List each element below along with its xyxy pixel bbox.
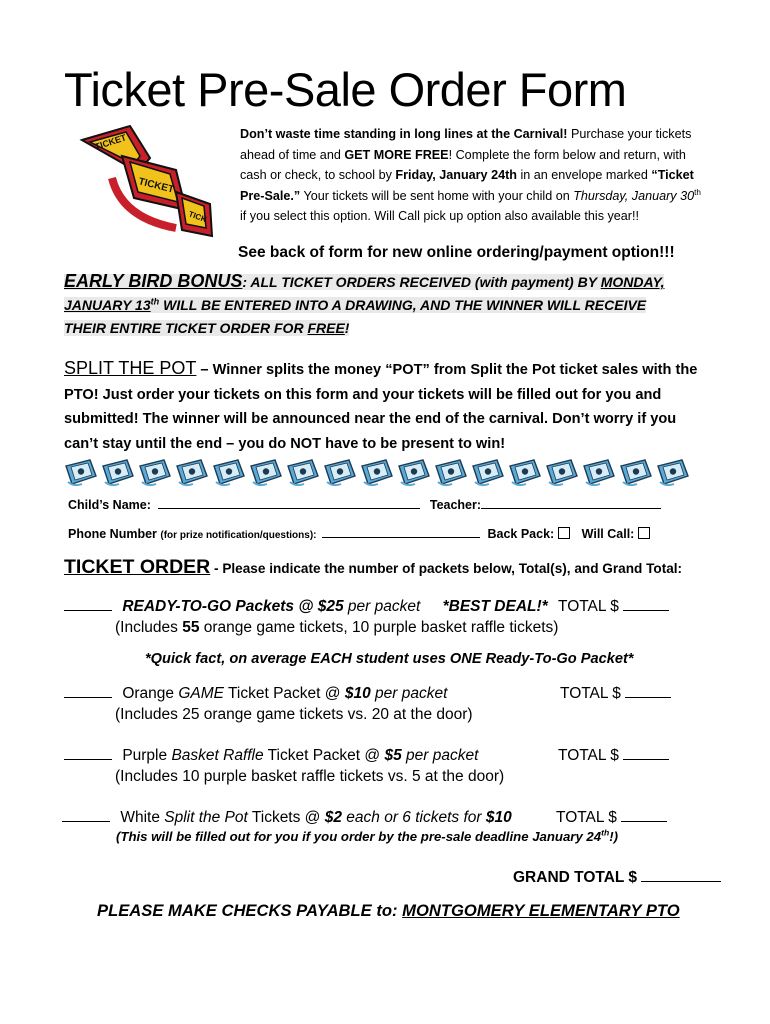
orange-quantity-field[interactable] — [64, 683, 112, 698]
ticket-roll-illustration — [72, 118, 222, 238]
rtg-item-row — [64, 596, 548, 616]
teacher-field[interactable] — [481, 496, 661, 509]
ordinal-suffix: th — [601, 827, 610, 838]
white-item-row — [62, 807, 512, 827]
phone-note: (for prize notification/questions): — [160, 530, 317, 541]
intro-text: Your tickets will be sent home with your child on — [300, 188, 574, 203]
intro-text: Purchase your tickets ahead of time and — [240, 127, 692, 162]
ticket-icon — [619, 456, 653, 488]
early-bird-text: : ALL TICKET ORDERS RECEIVED (with payment) BY — [242, 274, 601, 290]
purple-total — [558, 745, 669, 765]
intro-paragraph — [240, 124, 710, 227]
white-text: Split the Pot — [164, 809, 248, 826]
presale-note-end: !) — [609, 829, 619, 844]
intro-text: if you select this option. Will Call pick up option also available this year!! — [240, 209, 639, 224]
total-label: TOTAL $ — [556, 809, 617, 826]
early-bird-line-1 — [64, 271, 665, 291]
ticket-icon — [434, 456, 468, 488]
purple-per: per packet — [401, 747, 479, 764]
ticket-icon — [249, 456, 283, 488]
deadline-date: Friday, January 24th — [395, 168, 517, 183]
delivery-date: Thursday, January 30 — [573, 188, 695, 203]
phone-row — [68, 525, 650, 541]
checks-label: PLEASE MAKE CHECKS PAYABLE to: — [97, 901, 403, 920]
rtg-desc-count: 55 — [182, 619, 200, 636]
svg-text:TICK: TICK — [187, 209, 208, 225]
early-bird-text: THEIR ENTIRE TICKET ORDER FOR — [64, 320, 308, 336]
ticket-icon — [508, 456, 542, 488]
early-bird-heading: EARLY BIRD BONUS — [64, 271, 243, 291]
total-label: TOTAL $ — [558, 747, 619, 764]
svg-text:TICKET: TICKET — [93, 132, 128, 152]
backpack-checkbox[interactable] — [558, 527, 570, 539]
svg-text:TICKET: TICKET — [137, 176, 175, 196]
phone-field[interactable] — [322, 525, 480, 538]
split-pot-heading: SPLIT THE POT — [64, 358, 197, 378]
ordinal-suffix: th — [694, 187, 701, 197]
rtg-name: READY-TO-GO Packets @ $25 — [122, 598, 344, 615]
ticket-icon — [212, 456, 246, 488]
orange-per: per packet — [370, 685, 448, 702]
ticket-icon — [545, 456, 579, 488]
orange-total-field[interactable] — [625, 683, 671, 698]
ticket-icon — [101, 456, 135, 488]
orange-description: (Includes 25 orange game tickets vs. 20 at the door) — [115, 706, 473, 723]
early-bird-line-2 — [64, 297, 646, 313]
teacher-label: Teacher: — [429, 498, 482, 512]
purple-text: Basket Raffle — [171, 747, 264, 764]
white-bundle-price: $10 — [485, 809, 512, 826]
ticket-icon — [397, 456, 431, 488]
envelope-label: “Ticket Pre-Sale.” — [240, 168, 694, 203]
orange-item-row — [64, 683, 447, 703]
white-price: $2 — [324, 809, 342, 826]
white-text: White — [120, 809, 165, 826]
rtg-quantity-field[interactable] — [64, 596, 112, 611]
purple-total-field[interactable] — [623, 745, 669, 760]
split-pot-body: – Winner splits the money “POT” from Split the Pot ticket sales with the PTO! Just order your tickets on this form and your tickets will be filled out for you and submitted! The winner will be announced near the end of the carnival. Don’t worry if you can’t stay until the end – you do NOT have to be present to win! — [64, 362, 698, 452]
early-bird-date: JANUARY 13 — [64, 297, 151, 313]
white-per: each or 6 tickets for — [341, 809, 486, 826]
online-ordering-note: See back of form for new online ordering/payment option!!! — [238, 244, 675, 261]
ticket-icon — [582, 456, 616, 488]
quick-fact: *Quick fact, on average EACH student uses ONE Ready-To-Go Packet* — [145, 651, 634, 667]
purple-text: Ticket Packet @ — [263, 747, 385, 764]
phone-label: Phone Number — [68, 527, 157, 541]
total-label: TOTAL $ — [560, 685, 621, 702]
payee-name: MONTGOMERY ELEMENTARY PTO — [402, 901, 680, 920]
white-text: Tickets @ — [247, 809, 325, 826]
purple-item-row — [64, 745, 478, 765]
will-call-checkbox[interactable] — [638, 527, 650, 539]
presale-note-text: (This will be filled out for you if you order by the pre-sale deadline January 24 — [116, 829, 602, 844]
white-total — [556, 807, 667, 827]
total-label: TOTAL $ — [558, 598, 619, 615]
ticket-order-instruction: - Please indicate the number of packets below, Total(s), and Grand Total: — [210, 561, 683, 576]
intro-lead: Don’t waste time standing in long lines at the Carnival! — [240, 127, 568, 141]
page-title: Ticket Pre-Sale Order Form — [64, 63, 627, 116]
rtg-description — [115, 619, 558, 637]
rtg-total-field[interactable] — [623, 596, 669, 611]
orange-text: Orange — [122, 685, 179, 702]
child-name-label: Child’s Name: — [68, 498, 151, 512]
rtg-per: per packet — [343, 598, 421, 615]
grand-total-field[interactable] — [641, 867, 721, 882]
intro-text: in an envelope marked — [516, 168, 652, 183]
early-bird-date: MONDAY, — [600, 274, 665, 290]
orange-price: $10 — [344, 685, 371, 702]
orange-text: GAME — [178, 685, 224, 702]
backpack-label: Back Pack: — [487, 527, 555, 541]
intro-text: ! Complete the form below and return, with cash or check, to school by — [240, 147, 686, 183]
ticket-icon — [360, 456, 394, 488]
rtg-desc-text: (Includes — [115, 619, 183, 636]
ticket-strip-decoration — [64, 456, 698, 490]
intro-emphasis: GET MORE FREE — [344, 147, 449, 162]
split-the-pot-section — [64, 356, 714, 456]
early-bird-text: ! — [344, 320, 350, 336]
rtg-desc-text: orange game tickets, 10 purple basket raffle tickets) — [199, 619, 559, 636]
early-bird-line-3 — [64, 320, 349, 336]
will-call-label: Will Call: — [581, 527, 635, 541]
best-deal-badge: *BEST DEAL!* — [442, 598, 548, 615]
purple-description: (Includes 10 purple basket raffle tickets vs. 5 at the door) — [115, 768, 505, 785]
orange-total — [560, 683, 671, 703]
white-quantity-field[interactable] — [62, 807, 110, 822]
early-bird-text: WILL BE ENTERED INTO A DRAWING, AND THE WINNER WILL RECEIVE — [159, 297, 647, 313]
checks-payable-note — [97, 901, 680, 921]
ticket-icon — [286, 456, 320, 488]
purple-text: Purple — [122, 747, 172, 764]
ticket-icon — [656, 456, 690, 488]
early-bird-free: FREE — [307, 320, 345, 336]
white-total-field[interactable] — [621, 807, 667, 822]
presale-note — [116, 829, 618, 844]
orange-text: Ticket Packet @ — [223, 685, 345, 702]
early-bird-section — [64, 270, 704, 340]
rtg-total — [558, 596, 669, 616]
ticket-order-title: TICKET ORDER — [64, 556, 211, 578]
ticket-icon — [64, 456, 98, 488]
child-teacher-row — [68, 496, 661, 512]
ordinal-suffix: th — [150, 296, 160, 307]
ticket-icon — [471, 456, 505, 488]
ticket-icon — [323, 456, 357, 488]
ticket-order-heading — [64, 556, 682, 579]
purple-price: $5 — [384, 747, 402, 764]
purple-quantity-field[interactable] — [64, 745, 112, 760]
grand-total-label: GRAND TOTAL $ — [513, 869, 638, 886]
grand-total-row — [513, 867, 721, 887]
ticket-icon — [138, 456, 172, 488]
child-name-field[interactable] — [158, 496, 420, 509]
ticket-icon — [175, 456, 209, 488]
